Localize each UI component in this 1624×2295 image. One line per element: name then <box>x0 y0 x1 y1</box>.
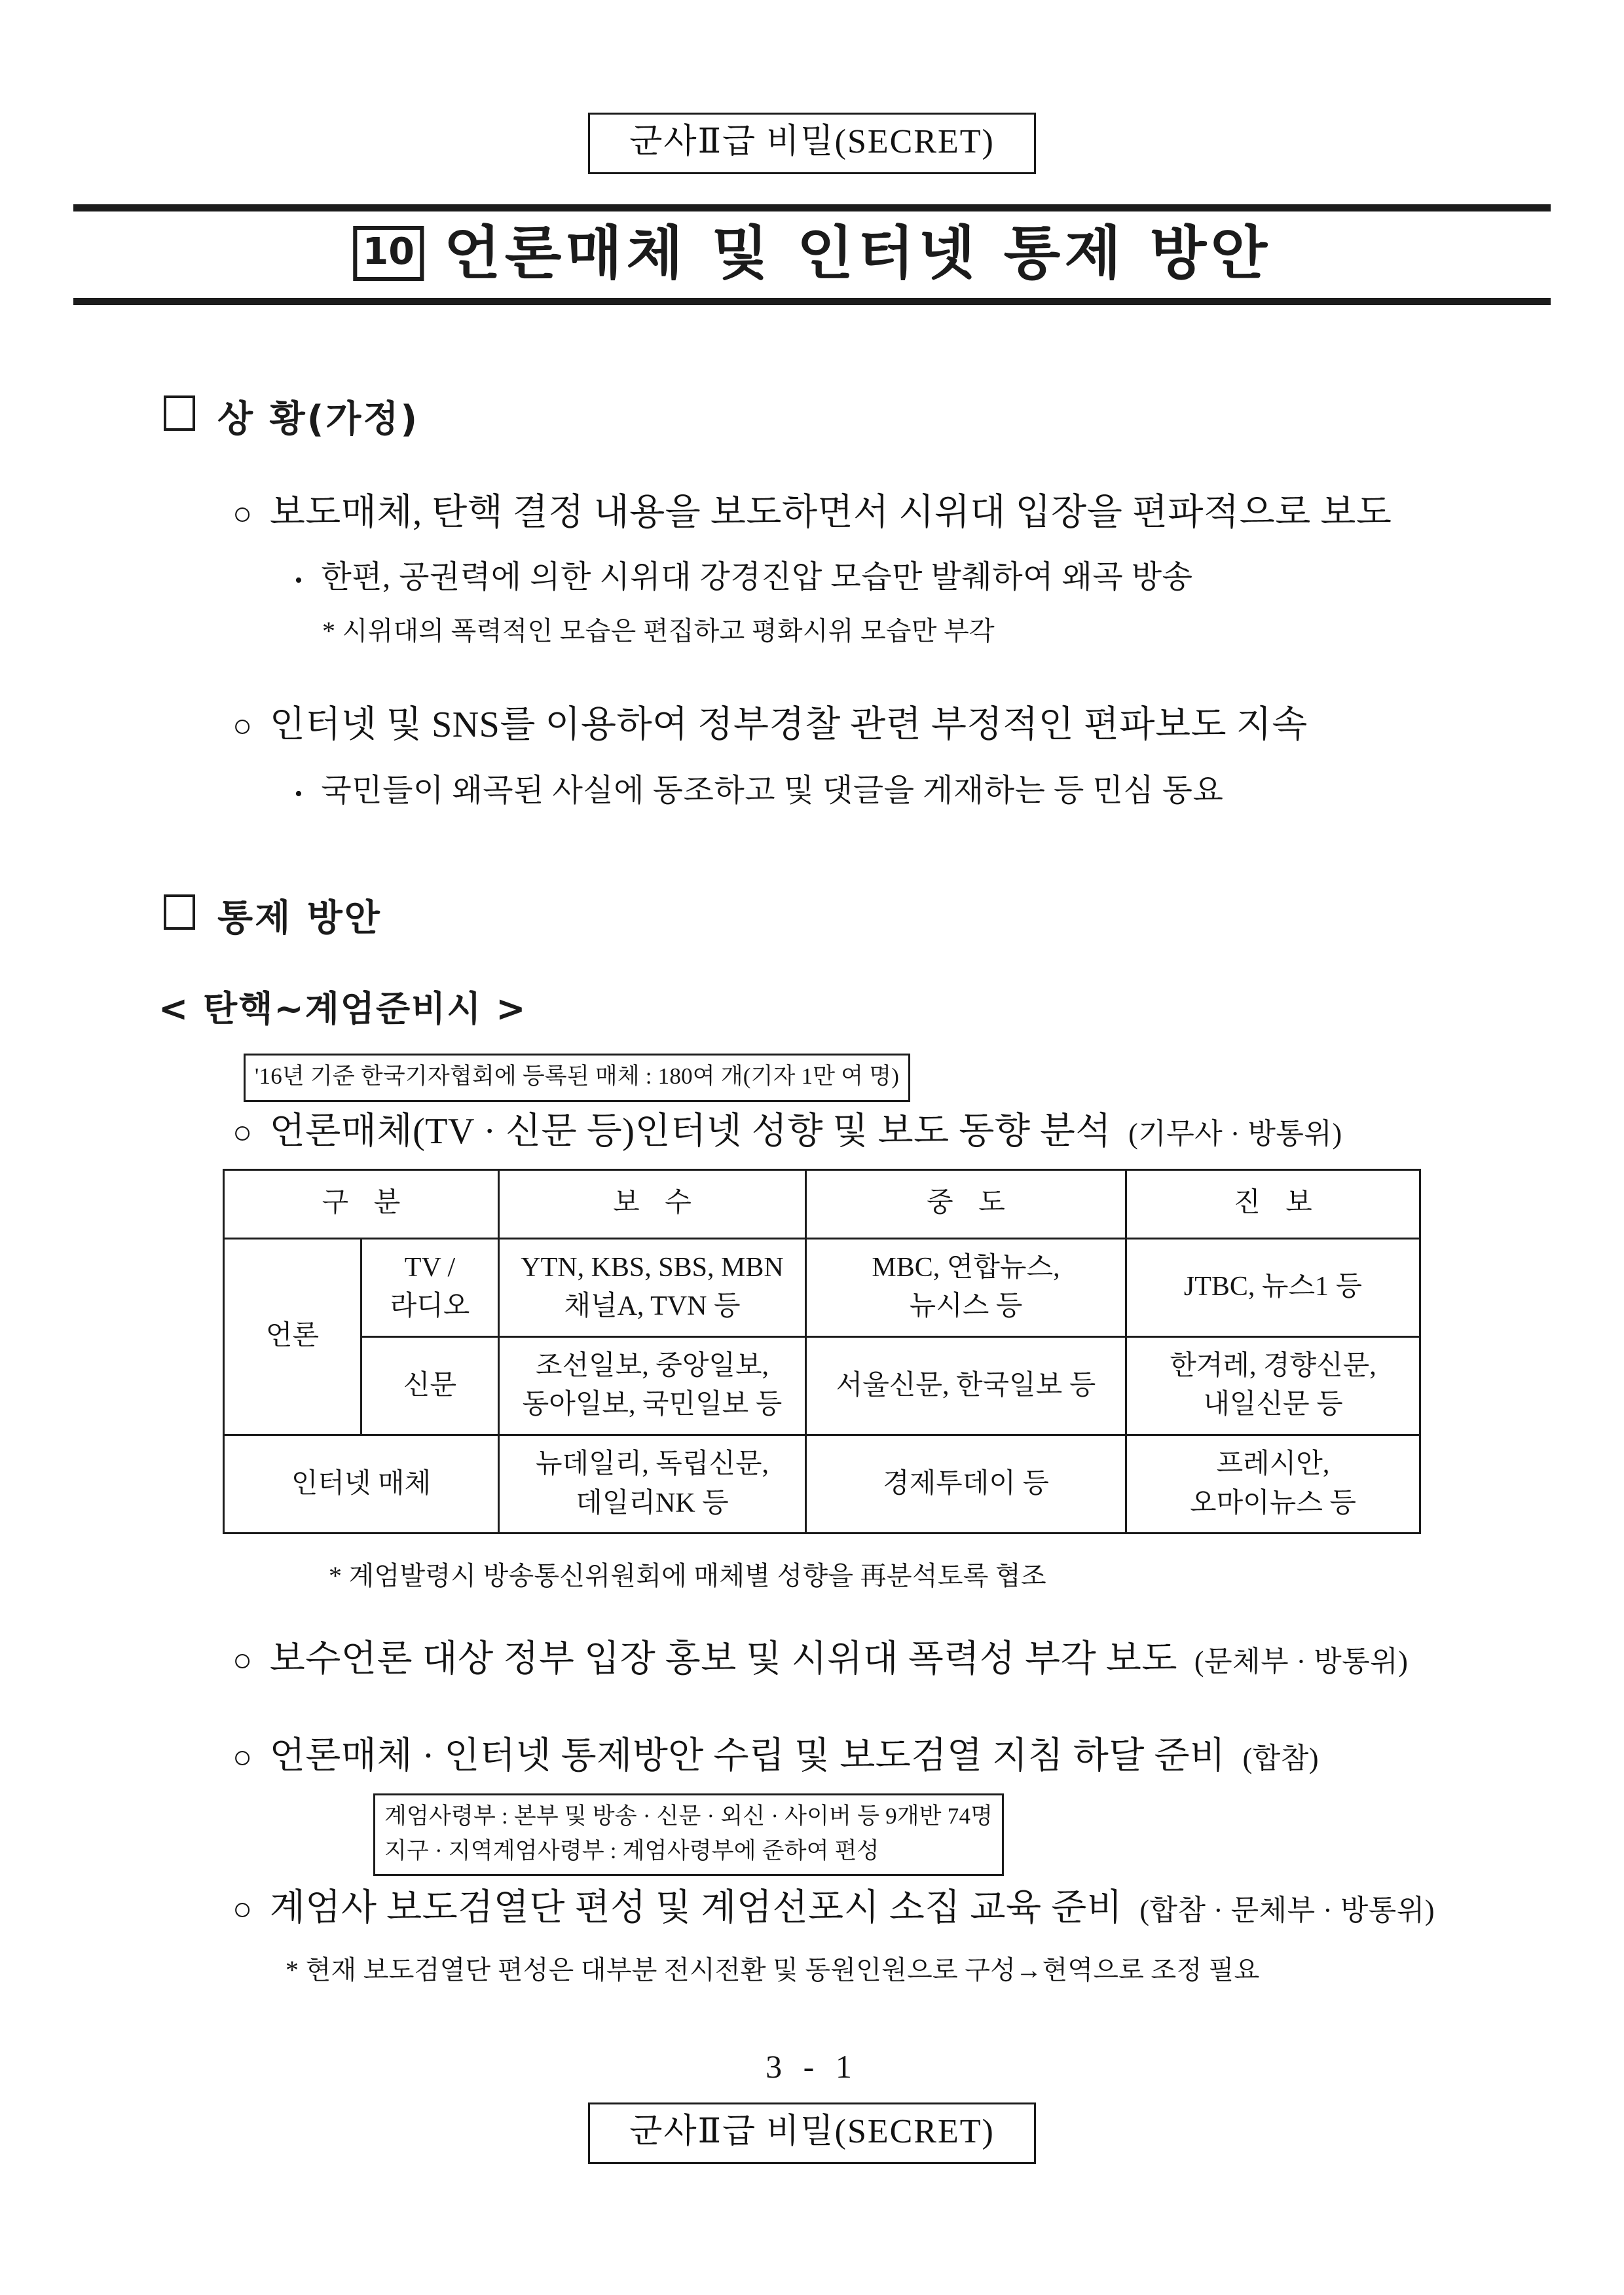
circle-bullet-icon: ○ <box>232 1738 253 1776</box>
control-item-censorship-text: 계엄사 보도검열단 편성 및 계엄선포시 소집 교육 준비 <box>269 1888 1123 1929</box>
table-header-moderate: 중 도 <box>806 1169 1126 1238</box>
control-item-censorship-org: (합참 · 문체부 · 방통위) <box>1139 1894 1435 1927</box>
table-cell-internet-conservative <box>499 1435 806 1533</box>
table-cell-line: 경제투데이 등 <box>883 1468 1049 1499</box>
table-cell-subtype-newspaper <box>361 1336 499 1435</box>
table-cell-line: 라디오 <box>390 1291 470 1322</box>
circle-bullet-icon: ○ <box>232 707 253 744</box>
circle-bullet-icon: ○ <box>232 1890 253 1928</box>
situation-item-4-text: 국민들이 왜곡된 사실에 동조하고 및 댓글을 게재하는 등 민심 동요 <box>321 773 1224 809</box>
circle-bullet-icon: ○ <box>232 495 253 532</box>
note-command-wrapper <box>373 1793 1526 1876</box>
table-cell-internet-moderate <box>806 1435 1126 1533</box>
control-item-plan <box>232 1733 1526 1779</box>
table-cell-tv-conservative <box>499 1238 806 1336</box>
classification-banner-bottom-wrapper <box>0 2102 1624 2164</box>
section-heading-situation-label: 상 황(가정) <box>217 398 420 441</box>
page-title <box>353 219 1272 287</box>
table-row <box>224 1435 1420 1533</box>
control-item-analysis-org: (기무사 · 방통위) <box>1128 1117 1342 1150</box>
classification-banner-top: 군사Ⅱ급 비밀(SECRET) <box>588 113 1036 174</box>
table-cell-line: 프레시안, <box>1216 1449 1330 1480</box>
table-cell-tv-progressive <box>1126 1238 1420 1336</box>
situation-item-3-text: 인터넷 및 SNS를 이용하여 정부경찰 관련 부정적인 편파보도 지속 <box>269 705 1308 746</box>
table-header-conservative: 보 수 <box>499 1169 806 1238</box>
table-header-progressive: 진 보 <box>1126 1169 1420 1238</box>
square-bullet-icon <box>164 894 195 930</box>
note-command-line-2: 지구 · 지역계엄사령부 : 계엄사령부에 준하여 편성 <box>384 1837 879 1864</box>
control-item-plan-org: (합참) <box>1242 1742 1319 1775</box>
control-item-promotion-text: 보수언론 대상 정부 입장 홍보 및 시위대 폭력성 부각 보도 <box>269 1639 1177 1680</box>
situation-note-1: * 시위대의 폭력적인 모습은 편집하고 평화시위 모습만 부각 <box>322 616 995 646</box>
situation-item-3 <box>232 702 1526 748</box>
page-number: 3 - 1 <box>766 2048 858 2085</box>
table-cell-line: MBC, 연합뉴스, <box>872 1252 1060 1283</box>
table-cell-paper-conservative <box>499 1336 806 1435</box>
control-subheading: < 탄핵~계엄준비시 > <box>158 988 527 1030</box>
document-body <box>98 390 1526 2085</box>
control-item-promotion <box>232 1636 1526 1682</box>
table-cell-group-internet: 인터넷 매체 <box>224 1435 499 1533</box>
situation-item-2-text: 한편, 공권력에 의한 시위대 강경진압 모습만 발췌하여 왜곡 방송 <box>321 560 1193 595</box>
control-item-plan-text: 언론매체 · 인터넷 통제방안 수립 및 보도검열 지침 하달 준비 <box>269 1736 1226 1777</box>
situation-item-1 <box>232 490 1526 536</box>
table-cell-line: 조선일보, 중앙일보, <box>535 1350 769 1381</box>
table-cell-line: 채널A, TVN 등 <box>564 1291 741 1322</box>
square-bullet-icon <box>164 395 195 431</box>
table-cell-line: 뉴시스 등 <box>909 1291 1023 1322</box>
table-footnote: * 계엄발령시 방송통신위원회에 매체별 성향을 再분석토록 협조 <box>329 1561 1046 1591</box>
table-cell-tv-moderate <box>806 1238 1126 1336</box>
table-cell-line: 뉴데일리, 독립신문, <box>535 1449 769 1480</box>
circle-bullet-icon: ○ <box>232 1642 253 1679</box>
table-cell-line: 동아일보, 국민일보 등 <box>522 1389 783 1420</box>
table-cell-line: YTN, KBS, SBS, MBN <box>521 1252 784 1283</box>
table-cell-line: 오마이뉴스 등 <box>1190 1488 1356 1518</box>
table-cell-group-press: 언론 <box>224 1238 361 1435</box>
table-cell-line: 데일리NK 등 <box>576 1488 729 1518</box>
control-item-promotion-org: (문체부 · 방통위) <box>1194 1645 1409 1678</box>
circle-bullet-icon: ○ <box>232 1113 253 1150</box>
table-cell-subtype-tv-radio <box>361 1238 499 1336</box>
classification-banner-bottom: 군사Ⅱ급 비밀(SECRET) <box>588 2102 1036 2164</box>
table-cell-line: JTBC, 뉴스1 등 <box>1183 1272 1363 1302</box>
table-cell-paper-progressive <box>1126 1336 1420 1435</box>
control-item-analysis-text: 언론매체(TV · 신문 등)인터넷 성향 및 보도 동향 분석 <box>269 1111 1112 1152</box>
table-header-category: 구 분 <box>224 1169 499 1238</box>
control-item-censorship <box>232 1885 1526 1931</box>
note-command-line-1: 계엄사령부 : 본부 및 방송 · 신문 · 외신 · 사이버 등 9개반 74명 <box>384 1803 993 1829</box>
table-cell-line: 신문 <box>403 1370 457 1401</box>
table-row <box>224 1238 1420 1336</box>
table-cell-line: 서울신문, 한국일보 등 <box>836 1370 1096 1401</box>
title-text: 언론매체 및 인터넷 통제 방안 <box>443 219 1272 287</box>
classification-banner-top-wrapper <box>0 113 1624 174</box>
situation-item-1-text: 보도매체, 탄핵 결정 내용을 보도하면서 시위대 입장을 편파적으로 보도 <box>269 492 1392 534</box>
page-title-block <box>73 204 1551 305</box>
section-heading-situation <box>164 390 1526 443</box>
control-item-analysis <box>232 1109 1526 1154</box>
censorship-footnote: * 현재 보도검열단 편성은 대부분 전시전환 및 동원인원으로 구성→현역으로 조정 필요 <box>286 1955 1260 1985</box>
note-media-count: '16년 기준 한국기자협회에 등록된 매체 : 180여 개(기자 1만 여 명) <box>244 1054 910 1102</box>
table-header-row <box>224 1169 1420 1238</box>
section-heading-control <box>164 889 1526 942</box>
table-cell-line: 내일신문 등 <box>1203 1389 1343 1420</box>
note-command-structure <box>373 1793 1004 1876</box>
table-cell-line: TV / <box>404 1252 456 1283</box>
table-row <box>224 1336 1420 1435</box>
dot-bullet-icon: • <box>295 782 303 807</box>
dot-bullet-icon: • <box>295 568 303 593</box>
table-cell-line: 한겨레, 경향신문, <box>1170 1350 1376 1381</box>
note-media-count-wrapper <box>244 1054 1526 1102</box>
media-orientation-table <box>223 1169 1421 1534</box>
situation-item-2 <box>295 558 1526 597</box>
situation-item-4 <box>295 771 1526 811</box>
table-cell-internet-progressive <box>1126 1435 1420 1533</box>
table-cell-paper-moderate <box>806 1336 1126 1435</box>
section-heading-control-label: 통제 방안 <box>217 897 382 940</box>
title-number-badge: 10 <box>353 226 424 281</box>
